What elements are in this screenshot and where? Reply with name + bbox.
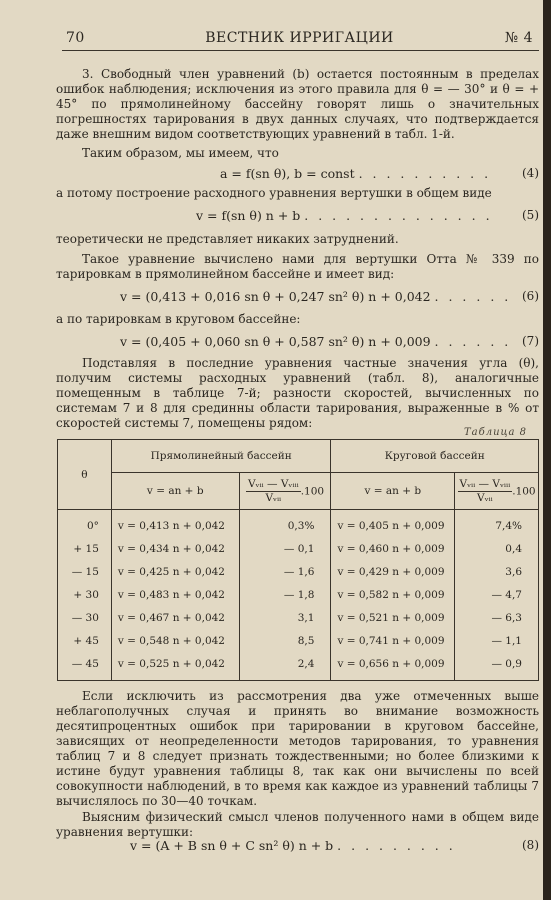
cell-equation-straight: v = 0,434 n + 0,042 [111,537,239,560]
cell-difference-straight: — 1,6 [239,560,331,583]
table-row [58,606,539,629]
table-row [58,510,539,538]
cell-angle: — 45 [58,652,112,675]
header-rule [62,50,539,51]
cell-equation-straight: v = 0,413 n + 0,042 [111,510,239,538]
header-angle: θ [58,440,112,510]
cell-equation-circular: v = 0,656 n + 0,009 [331,652,455,675]
paragraph-4: теоретически не представляет никаких затруднений. [56,232,399,246]
paragraph-8: Если исключить из рассмотрения два уже отмеченных выше неблагополучных случая и принять во внимание возможность десятипроцентных ошибок при тарировании в круговом бассейне, зависящих от неопределенности методов тарирования, то уравнения таблиц 7 и 8 следует признать тождественными; но более близкими к истине будут уравнения таблицы 8, так как они вычислены по всей совокупности наблюдений, в то время как каждое из уравнений таблицы 7 вычислялось по 30—40 точкам. [56,689,539,808]
equation-7-dots: . . . . . . [434,334,512,349]
fraction-1-numerator: Vᵥᵢᵢ — Vᵥᵢᵢᵢ [247,477,299,490]
table-caption: Таблица 8 [463,427,527,438]
cell-equation-straight: v = 0,548 n + 0,042 [111,629,239,652]
paragraph-2: Таким образом, мы имеем, что [82,146,279,160]
cell-angle: 0° [58,510,112,538]
cell-difference-circular: — 0,9 [455,652,539,675]
cell-difference-circular: 3,6 [455,560,539,583]
fraction-2-denominator: Vᵥᵢᵢ [477,491,493,504]
table-8 [57,439,539,681]
cell-difference-straight: 0,3% [239,510,331,538]
cell-difference-circular: — 1,1 [455,629,539,652]
equation-5-number: (5) [522,208,539,222]
equation-4-dots: . . . . . . . . . . [358,166,492,181]
cell-equation-circular: v = 0,582 n + 0,009 [331,583,455,606]
cell-equation-straight: v = 0,483 n + 0,042 [111,583,239,606]
equation-5-text: v = f(sn θ) n + b [196,208,301,223]
table-row [58,629,539,652]
equation-8-number: (8) [522,838,539,852]
table-row [58,537,539,560]
times-100-1: .100 [300,485,325,497]
issue-number: № 4 [504,30,533,46]
cell-angle: + 45 [58,629,112,652]
header-circular-basin: Круговой бассейн [331,440,539,473]
cell-angle: + 15 [58,537,112,560]
times-100-2: .100 [512,485,536,497]
fraction-2 [458,478,513,505]
equation-6 [120,289,511,304]
paragraph-3: а потому построение расходного уравнения вертушки в общем виде [56,186,492,200]
equation-4-number: (4) [522,166,539,180]
paragraph-1: 3. Свободный член уравнений (b) остается постоянным в пределах ошибок наблюдения; исключения из этого правила для θ = — 30° и θ = + 45° по прямолинейному бассейну говорят лишь о значительных погрешностях тарирования в двух данных случаях, что подтверждается даже внешним видом соответствующих уравнений в табл. 1-й. [56,67,539,141]
equation-4 [220,166,491,181]
paragraph-7: Подставляя в последние уравнения частные значения угла (θ), получим системы расходных уравнений (табл. 8), аналогичные помещенным в таблице 7-й; разности скоростей, вычисленных по системам 7 и 8 для срединны области тарирования, выраженные в % от скоростей системы 7, помещены рядом: [56,356,539,430]
cell-equation-circular: v = 0,460 n + 0,009 [331,537,455,560]
fraction-1 [246,478,301,505]
equation-6-number: (6) [522,289,539,303]
header-equation-2: v = an + b [331,473,455,510]
header-straight-basin: Прямолинейный бассейн [111,440,331,473]
cell-equation-straight: v = 0,467 n + 0,042 [111,606,239,629]
equation-8 [130,838,456,853]
journal-title: ВЕСТНИК ИРРИГАЦИИ [205,30,394,46]
cell-difference-circular: — 6,3 [455,606,539,629]
cell-difference-straight: 2,4 [239,652,331,675]
paragraph-9: Выясним физический смысл членов полученного нами в общем виде уравнения вертушки: [56,810,539,839]
equation-6-dots: . . . . . . [434,289,512,304]
cell-equation-circular: v = 0,521 n + 0,009 [331,606,455,629]
header-difference-1 [239,473,331,510]
cell-difference-straight: 8,5 [239,629,331,652]
cell-equation-circular: v = 0,429 n + 0,009 [331,560,455,583]
cell-difference-straight: — 1,8 [239,583,331,606]
cell-difference-circular: 7,4% [455,510,539,538]
table-row [58,652,539,675]
equation-7-text: v = (0,405 + 0,060 sn θ + 0,587 sn² θ) n + 0,009 [120,334,431,349]
cell-difference-circular: 0,4 [455,537,539,560]
cell-equation-circular: v = 0,741 n + 0,009 [331,629,455,652]
equation-7-number: (7) [522,334,539,348]
equation-4-text: a = f(sn θ), b = const [220,166,355,181]
equation-6-text: v = (0,413 + 0,016 sn θ + 0,247 sn² θ) n + 0,042 [120,289,431,304]
page-number: 70 [66,30,85,46]
cell-angle: — 30 [58,606,112,629]
table-row [58,560,539,583]
equation-8-text: v = (A + B sn θ + C sn² θ) n + b [130,838,334,853]
cell-equation-circular: v = 0,405 n + 0,009 [331,510,455,538]
header-equation-1: v = an + b [111,473,239,510]
cell-difference-straight: — 0,1 [239,537,331,560]
table-row [58,583,539,606]
cell-angle: — 15 [58,560,112,583]
cell-difference-circular: — 4,7 [455,583,539,606]
cell-angle: + 30 [58,583,112,606]
equation-8-dots: . . . . . . . . . [337,838,456,853]
equation-7 [120,334,511,349]
page-binding-edge [543,0,551,900]
cell-equation-straight: v = 0,425 n + 0,042 [111,560,239,583]
paragraph-5: Такое уравнение вычислено нами для вертушки Отта № 339 по тарировкам в прямолинейном бассейне и имеет вид: [56,252,539,281]
paragraph-6: а по тарировкам в круговом бассейне: [56,312,301,326]
fraction-1-denominator: Vᵥᵢᵢ [265,491,282,504]
page-header [62,30,537,52]
fraction-2-numerator: Vᵥᵢᵢ — Vᵥᵢᵢᵢ [459,477,511,490]
equation-5 [196,208,493,223]
cell-difference-straight: 3,1 [239,606,331,629]
cell-equation-straight: v = 0,525 n + 0,042 [111,652,239,675]
equation-5-dots: . . . . . . . . . . . . . . [304,208,493,223]
header-difference-2 [455,473,539,510]
